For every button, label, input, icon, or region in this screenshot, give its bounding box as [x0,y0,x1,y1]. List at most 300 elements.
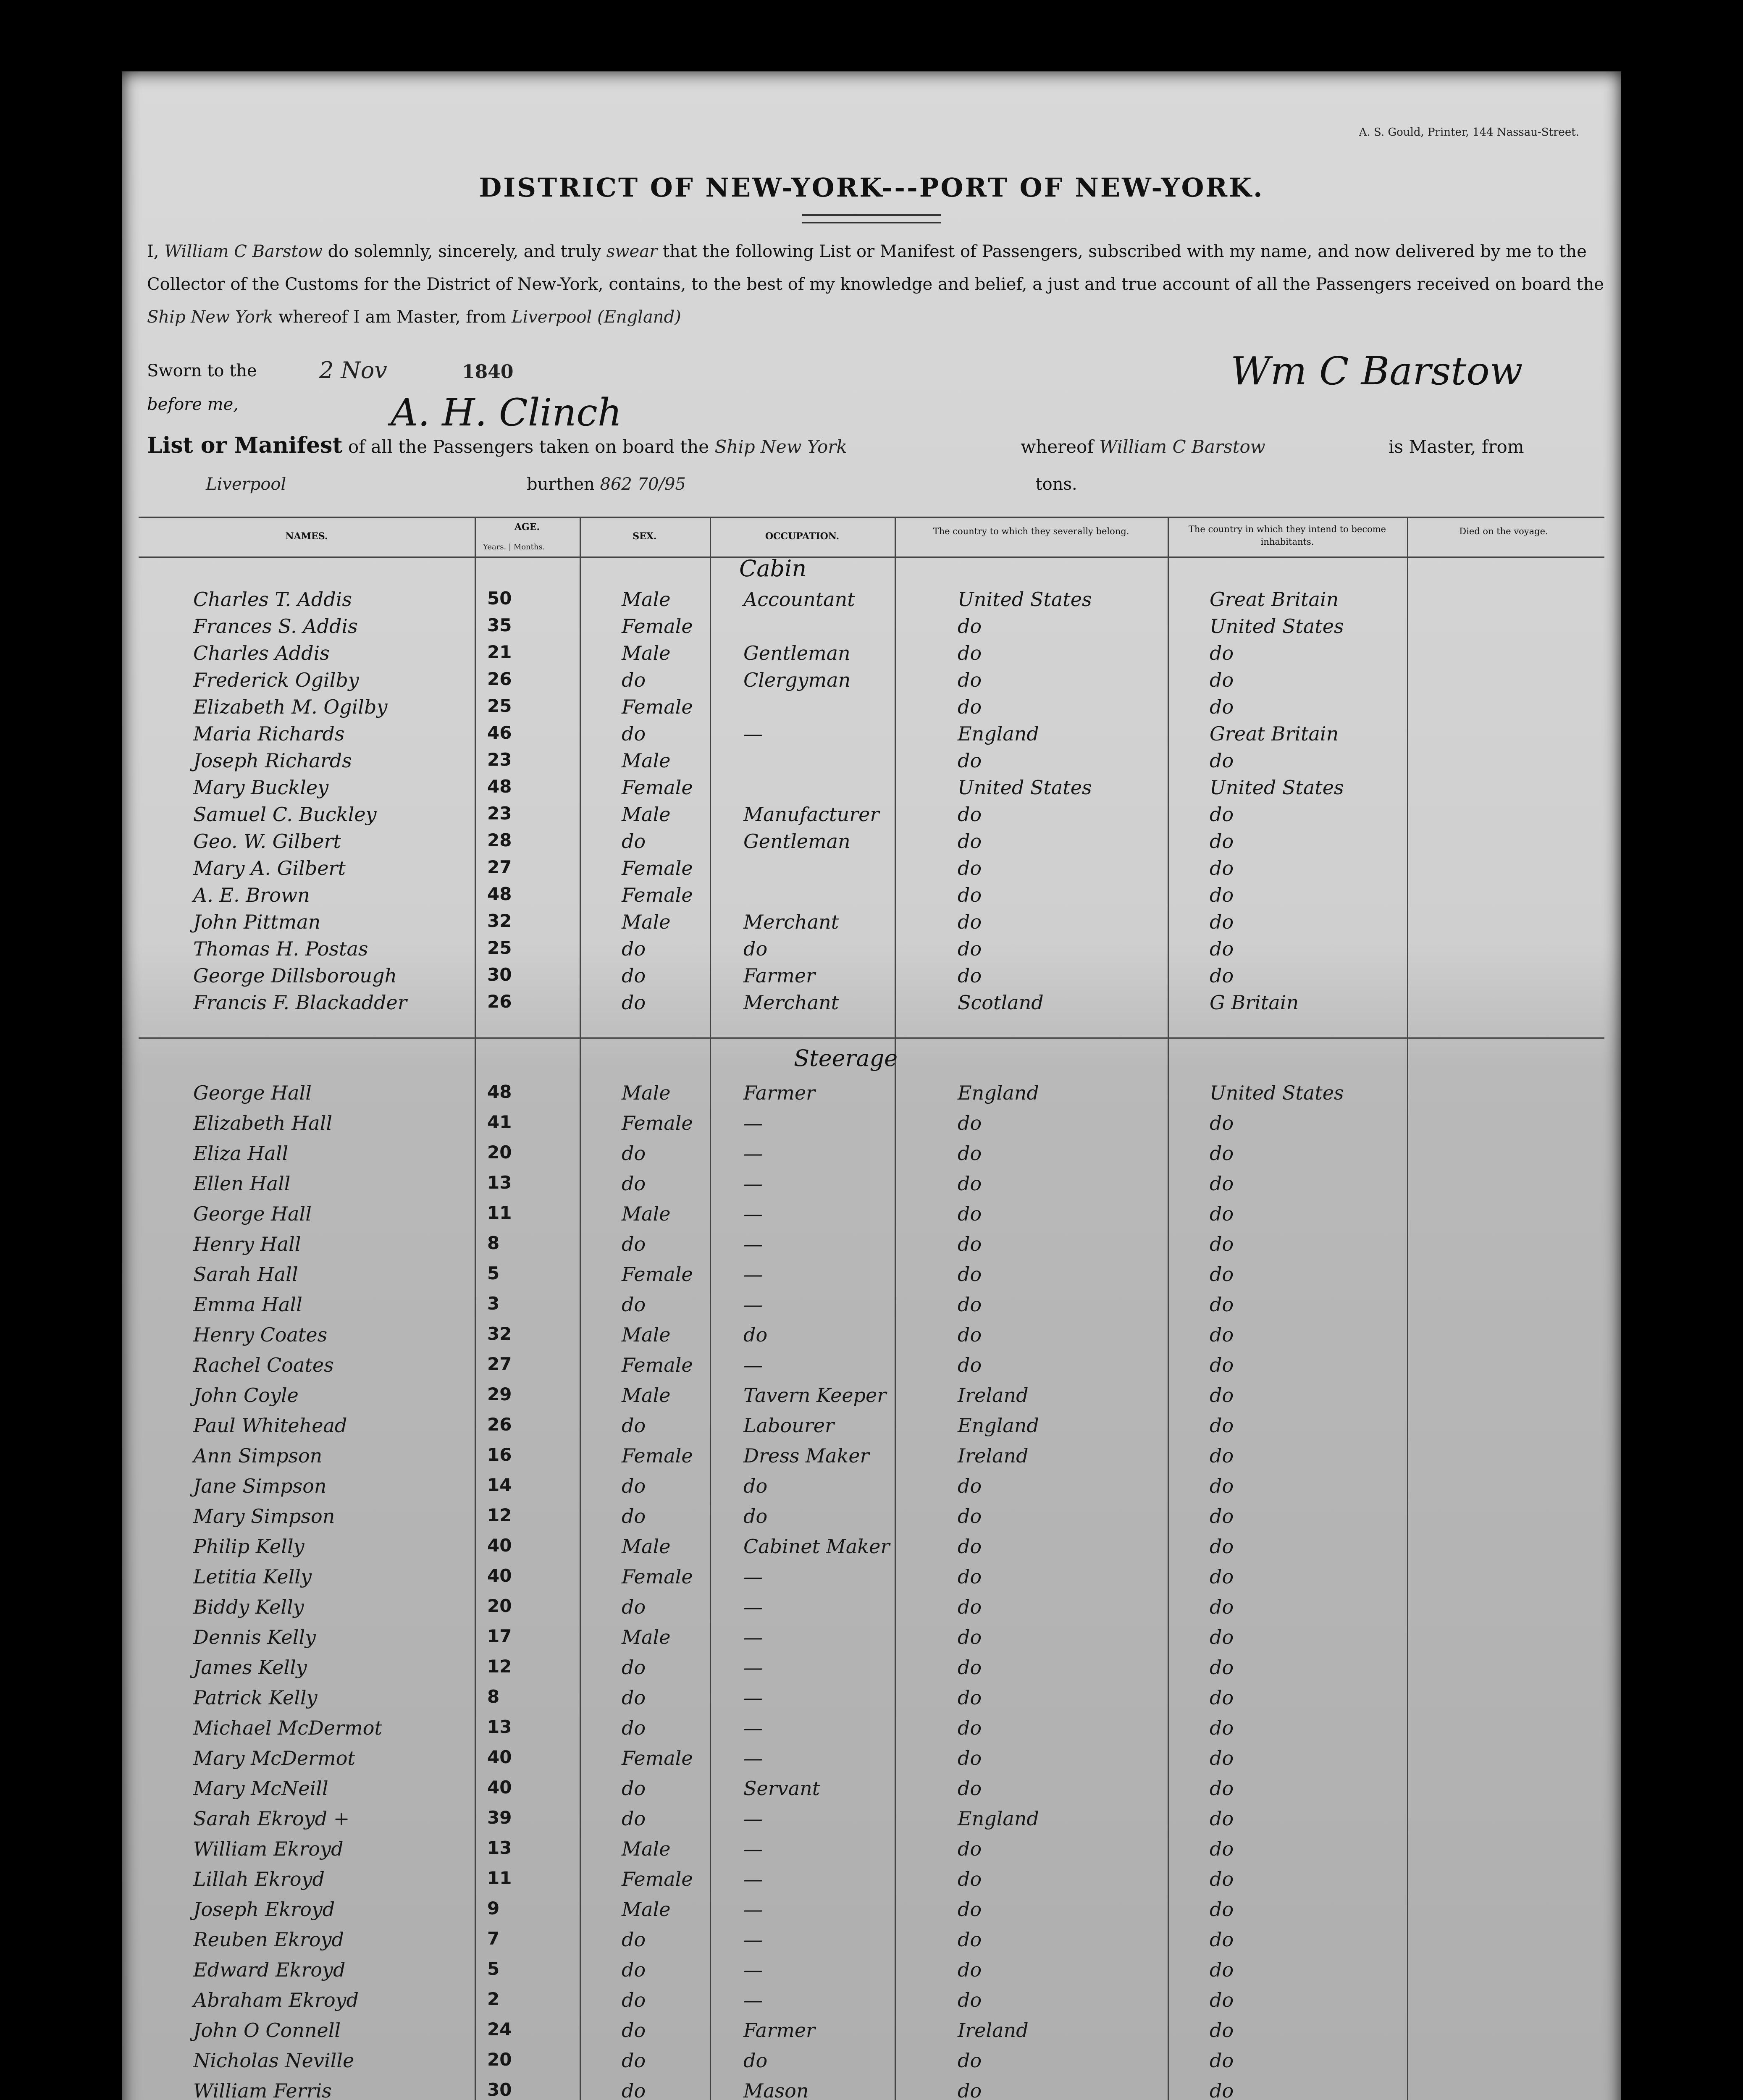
table-row [139,884,1604,909]
title-ornament [802,214,941,223]
passenger-occupation: Tavern Keeper [743,1384,887,1407]
passenger-name: Francis F. Blackadder [193,991,407,1014]
passenger-name: Elizabeth Hall [193,1112,333,1134]
passenger-occupation: — [743,1202,763,1225]
passenger-country: United States [958,588,1092,611]
country-intend-header: The country in which they intend to become inhabitants. [1188,524,1386,547]
passenger-occupation: Farmer [743,1082,816,1104]
passenger-age: 12 [487,1656,512,1677]
passenger-destination: do [1210,1898,1234,1921]
manifest-from-port: Liverpool [206,475,286,494]
passenger-age: 28 [487,830,512,850]
passenger-name: Dennis Kelly [193,1626,316,1648]
passenger-age: 20 [487,1142,512,1163]
passenger-destination: Great Britain [1210,722,1339,745]
passenger-age: 2 [487,1989,500,2009]
passenger-occupation: do [743,937,768,960]
oath-text-3: whereof I am Master, from [278,307,507,327]
manifest-text-1: of all the Passengers taken on board the [348,436,709,457]
table-row [139,1112,1604,1137]
cabin-steerage-rule [139,1037,1604,1039]
passenger-destination: do [1210,1323,1234,1346]
passenger-country: do [958,1323,982,1346]
passenger-name: Frances S. Addis [193,615,358,638]
table-row [139,1505,1604,1530]
passenger-occupation: — [743,1142,763,1165]
passenger-name: Charles Addis [193,642,330,664]
passenger-name: Nicholas Neville [193,2049,354,2072]
passenger-occupation: Merchant [743,911,839,933]
oath-text-2: that the following List or Manifest of Passengers, subscribed with my name, and now delivered by me to the Collector of the Customs for the District of New-York, contains, to the best of my knowledge and belief, a just and true account of all the Passengers received on board the [147,242,1604,294]
passenger-destination: do [1210,964,1234,987]
passenger-country: do [958,2049,982,2072]
passenger-age: 26 [487,1414,512,1435]
passenger-destination: do [1210,2049,1234,2072]
passenger-country: do [958,1202,982,1225]
oath-i: I, [147,242,159,261]
passenger-occupation: Mason [743,2079,809,2100]
passenger-country: do [958,1686,982,1709]
passenger-destination: do [1210,1777,1234,1800]
passenger-country: do [958,1505,982,1528]
table-row [139,1565,1604,1591]
passenger-name: George Hall [193,1082,312,1104]
passenger-sex: Male [622,1202,671,1225]
passenger-sex: do [622,2019,646,2042]
table-row [139,1989,1604,2014]
manifest-text-2: whereof [1021,436,1094,457]
passenger-name: Henry Hall [193,1233,301,1255]
passenger-sex: Female [622,1112,693,1134]
passenger-occupation: — [743,1263,763,1286]
passenger-destination: United States [1210,615,1344,638]
age-subheader: Years. | Months. [483,543,545,551]
passenger-destination: do [1210,1838,1234,1860]
passenger-age: 20 [487,2049,512,2070]
passenger-table [139,517,1604,2100]
passenger-destination: do [1210,1444,1234,1467]
table-row [139,1958,1604,1984]
manifest-heading [147,433,1604,458]
table-row [139,1747,1604,1772]
passenger-name: Thomas H. Postas [193,937,368,960]
passenger-destination: do [1210,1565,1234,1588]
passenger-country: do [958,1535,982,1558]
passenger-destination: do [1210,830,1234,853]
passenger-age: 24 [487,2019,512,2040]
passenger-name: Mary McDermot [193,1747,355,1769]
passenger-country: do [958,1263,982,1286]
passenger-age: 8 [487,1686,500,1707]
oath-master-name: William C Barstow [164,242,323,261]
sex-header: SEX. [633,531,657,542]
passenger-name: John Coyle [193,1384,299,1407]
passenger-sex: Male [622,642,671,664]
passenger-occupation: — [743,1989,763,2011]
passenger-sex: Male [622,749,671,772]
passenger-sex: Female [622,1747,693,1769]
passenger-occupation: Gentleman [743,642,850,664]
passenger-sex: do [622,1596,646,1618]
passenger-sex: Female [622,1263,693,1286]
passenger-name: Frederick Ogilby [193,669,359,691]
passenger-age: 9 [487,1898,500,1919]
passenger-destination: do [1210,857,1234,879]
passenger-destination: do [1210,1263,1234,1286]
table-row [139,1172,1604,1197]
passenger-sex: Female [622,1565,693,1588]
passenger-name: Samuel C. Buckley [193,803,377,826]
passenger-occupation: — [743,1656,763,1679]
manifest-vessel: Ship New York [714,436,847,457]
passenger-country: do [958,1868,982,1890]
table-row [139,1293,1604,1318]
passenger-sex: do [622,2079,646,2100]
passenger-name: John Pittman [193,911,321,933]
passenger-name: Sarah Ekroyd + [193,1807,350,1830]
passenger-age: 23 [487,749,512,770]
table-row [139,1686,1604,1712]
passenger-age: 26 [487,991,512,1012]
passenger-sex: do [622,722,646,745]
passenger-name: Patrick Kelly [193,1686,318,1709]
passenger-destination: do [1210,1354,1234,1376]
sworn-date: 2 Nov [319,357,387,383]
passenger-name: Joseph Richards [193,749,352,772]
passenger-sex: Female [622,1444,693,1467]
passenger-country: do [958,1747,982,1769]
passenger-destination: do [1210,1928,1234,1951]
passenger-sex: do [622,1686,646,1709]
table-row [139,642,1604,667]
died-header: Died on the voyage. [1459,526,1548,536]
passenger-name: Henry Coates [193,1323,328,1346]
passenger-occupation: Manufacturer [743,803,879,826]
master-signature: Wm C Barstow [1231,349,1523,394]
table-row [139,1838,1604,1863]
passenger-destination: do [1210,749,1234,772]
passenger-sex: do [622,2049,646,2072]
passenger-name: James Kelly [193,1656,307,1679]
passenger-occupation: do [743,1505,768,1528]
passenger-age: 40 [487,1747,512,1767]
passenger-name: Geo. W. Gilbert [193,830,341,853]
passenger-country: England [958,1807,1039,1830]
passenger-sex: Female [622,884,693,906]
passenger-age: 30 [487,964,512,985]
passenger-occupation: — [743,1686,763,1709]
table-row [139,830,1604,855]
table-row [139,1263,1604,1288]
oath-word: swear [606,242,658,261]
passenger-country: do [958,1293,982,1316]
passenger-country: United States [958,776,1092,799]
passenger-occupation: — [743,1293,763,1316]
passenger-name: Letitia Kelly [193,1565,312,1588]
passenger-occupation: — [743,1626,763,1648]
passenger-name: Elizabeth M. Ogilby [193,696,388,718]
passenger-age: 16 [487,1444,512,1465]
table-row [139,1777,1604,1802]
passenger-occupation: Dress Maker [743,1444,869,1467]
passenger-destination: do [1210,1656,1234,1679]
table-row [139,696,1604,721]
table-row [139,1202,1604,1228]
passenger-name: Ann Simpson [193,1444,323,1467]
passenger-destination: do [1210,696,1234,718]
passenger-occupation: — [743,1807,763,1830]
passenger-sex: do [622,1475,646,1497]
table-top-rule [139,517,1604,518]
passenger-destination: United States [1210,1082,1344,1104]
passenger-name: Biddy Kelly [193,1596,304,1618]
passenger-occupation: Merchant [743,991,839,1014]
passenger-name: Maria Richards [193,722,345,745]
passenger-age: 13 [487,1717,512,1737]
passenger-occupation: — [743,1596,763,1618]
table-row [139,615,1604,640]
passenger-name: Eliza Hall [193,1142,289,1165]
passenger-age: 30 [487,2079,512,2100]
table-row [139,1414,1604,1439]
passenger-occupation: Gentleman [743,830,850,853]
table-row [139,2049,1604,2074]
table-row [139,1233,1604,1258]
passenger-destination: do [1210,1142,1234,1165]
passenger-occupation: — [743,1354,763,1376]
passenger-destination: do [1210,1958,1234,1981]
passenger-destination: do [1210,1202,1234,1225]
passenger-country: Ireland [958,2019,1029,2042]
table-row [139,1807,1604,1832]
passenger-sex: do [622,1233,646,1255]
passenger-country: do [958,1565,982,1588]
passenger-name: Mary McNeill [193,1777,328,1800]
burthen-label: burthen [527,475,595,494]
passenger-age: 27 [487,1354,512,1374]
passenger-country: do [958,1142,982,1165]
passenger-age: 48 [487,884,512,904]
passenger-country: do [958,964,982,987]
passenger-name: Lillah Ekroyd [193,1868,325,1890]
passenger-age: 40 [487,1777,512,1798]
passenger-sex: Male [622,1626,671,1648]
passenger-sex: do [622,1777,646,1800]
table-row [139,857,1604,882]
passenger-sex: do [622,991,646,1014]
passenger-age: 11 [487,1868,512,1888]
passenger-age: 17 [487,1626,512,1646]
passenger-sex: do [622,1958,646,1981]
passenger-age: 20 [487,1596,512,1616]
passenger-destination: do [1210,1233,1234,1255]
passenger-destination: do [1210,669,1234,691]
passenger-age: 40 [487,1535,512,1556]
passenger-name: George Hall [193,1202,312,1225]
passenger-destination: do [1210,1747,1234,1769]
table-row [139,1596,1604,1621]
passenger-country: Ireland [958,1384,1029,1407]
passenger-country: do [958,1838,982,1860]
passenger-destination: do [1210,1475,1234,1497]
passenger-sex: Female [622,857,693,879]
passenger-occupation: — [743,1717,763,1739]
passenger-occupation: do [743,1323,768,1346]
passenger-sex: Male [622,1082,671,1104]
table-row [139,749,1604,774]
passenger-country: do [958,1989,982,2011]
passenger-sex: do [622,1172,646,1195]
collector-signature: A. H. Clinch [391,391,622,435]
passenger-occupation: — [743,1172,763,1195]
manifest-text-3: is Master, from [1389,436,1524,457]
passenger-occupation: — [743,1868,763,1890]
table-row [139,1868,1604,1893]
passenger-country: do [958,884,982,906]
passenger-destination: do [1210,937,1234,960]
passenger-occupation: Farmer [743,964,816,987]
passenger-age: 11 [487,1202,512,1223]
passenger-age: 7 [487,1928,500,1949]
passenger-name: George Dillsborough [193,964,397,987]
passenger-sex: Female [622,615,693,638]
passenger-country: do [958,911,982,933]
country-belong-header: The country to which they severally belong. [933,526,1129,536]
table-row [139,964,1604,990]
passenger-occupation: — [743,1958,763,1981]
manifest-sheet [122,71,1621,2100]
passenger-country: do [958,642,982,664]
passenger-name: Paul Whitehead [193,1414,347,1437]
table-row [139,1323,1604,1349]
passenger-destination: do [1210,1112,1234,1134]
passenger-sex: Female [622,696,693,718]
passenger-sex: do [622,1293,646,1316]
passenger-name: Reuben Ekroyd [193,1928,344,1951]
passenger-age: 8 [487,1233,500,1253]
passenger-occupation: — [743,1747,763,1769]
passenger-occupation: Servant [743,1777,820,1800]
table-row [139,1142,1604,1167]
passenger-name: Abraham Ekroyd [193,1989,359,2011]
passenger-occupation: — [743,1898,763,1921]
printer-imprint: A. S. Gould, Printer, 144 Nassau-Street. [1359,126,1579,139]
passenger-occupation: Farmer [743,2019,816,2042]
passenger-destination: do [1210,1686,1234,1709]
passenger-name: Michael McDermot [193,1717,382,1739]
manifest-label: List or Manifest [147,433,343,458]
cabin-section-label: Cabin [739,555,807,582]
passenger-sex: Male [622,803,671,826]
passenger-occupation: Cabinet Maker [743,1535,890,1558]
passenger-age: 5 [487,1263,500,1284]
passenger-age: 48 [487,1082,512,1102]
table-row [139,911,1604,936]
table-row [139,1656,1604,1681]
passenger-age: 32 [487,1323,512,1344]
passenger-sex: do [622,1505,646,1528]
passenger-name: Rachel Coates [193,1354,334,1376]
passenger-occupation: — [743,1928,763,1951]
passenger-occupation: Accountant [743,588,855,611]
passenger-country: do [958,1777,982,1800]
passenger-destination: do [1210,1868,1234,1890]
passenger-country: do [958,1928,982,1951]
oath-vessel: Ship New York [147,307,273,327]
passenger-name: A. E. Brown [193,884,310,906]
passenger-destination: do [1210,1717,1234,1739]
passenger-occupation: — [743,1233,763,1255]
passenger-sex: do [622,1656,646,1679]
table-row [139,2079,1604,2100]
passenger-country: England [958,722,1039,745]
tons-label: tons. [1035,475,1077,494]
passenger-age: 41 [487,1112,512,1132]
passenger-occupation: — [743,1565,763,1588]
passenger-age: 39 [487,1807,512,1828]
passenger-destination: do [1210,2079,1234,2100]
passenger-name: William Ferris [193,2079,332,2100]
passenger-sex: Male [622,911,671,933]
passenger-sex: Male [622,1535,671,1558]
passenger-name: Philip Kelly [193,1535,304,1558]
table-row [139,803,1604,828]
passenger-country: do [958,1354,982,1376]
passenger-sex: do [622,1989,646,2011]
passenger-destination: do [1210,911,1234,933]
passenger-age: 48 [487,776,512,797]
table-row [139,1928,1604,1953]
passenger-name: Ellen Hall [193,1172,291,1195]
passenger-name: Mary Simpson [193,1505,335,1528]
names-header: NAMES. [285,531,328,542]
table-row [139,669,1604,694]
table-row [139,588,1604,613]
passenger-country: do [958,669,982,691]
passenger-sex: do [622,964,646,987]
passenger-name: Mary Buckley [193,776,329,799]
table-row [139,1898,1604,1923]
sworn-label: Sworn to the [147,361,257,381]
passenger-age: 27 [487,857,512,877]
passenger-sex: do [622,1414,646,1437]
table-row [139,1444,1604,1470]
passenger-country: do [958,1233,982,1255]
passenger-occupation: Clergyman [743,669,851,691]
passenger-destination: do [1210,1807,1234,1830]
passenger-age: 35 [487,615,512,635]
passenger-country: do [958,1717,982,1739]
passenger-age: 26 [487,669,512,689]
passenger-country: do [958,857,982,879]
passenger-name: Jane Simpson [193,1475,327,1497]
passenger-name: Sarah Hall [193,1263,298,1286]
passenger-destination: do [1210,803,1234,826]
oath-text-1: do solemnly, sincerely, and truly [328,242,601,261]
table-row [139,776,1604,801]
passenger-country: do [958,937,982,960]
passenger-country: England [958,1082,1039,1104]
passenger-occupation: — [743,1838,763,1860]
passenger-name: Joseph Ekroyd [193,1898,335,1921]
document-title: DISTRICT OF NEW-YORK---PORT OF NEW-YORK. [479,172,1264,203]
occupation-header: OCCUPATION. [765,531,840,542]
passenger-name: Mary A. Gilbert [193,857,346,879]
passenger-country: do [958,830,982,853]
passenger-destination: do [1210,1596,1234,1618]
passenger-occupation: — [743,1112,763,1134]
passenger-age: 3 [487,1293,500,1314]
